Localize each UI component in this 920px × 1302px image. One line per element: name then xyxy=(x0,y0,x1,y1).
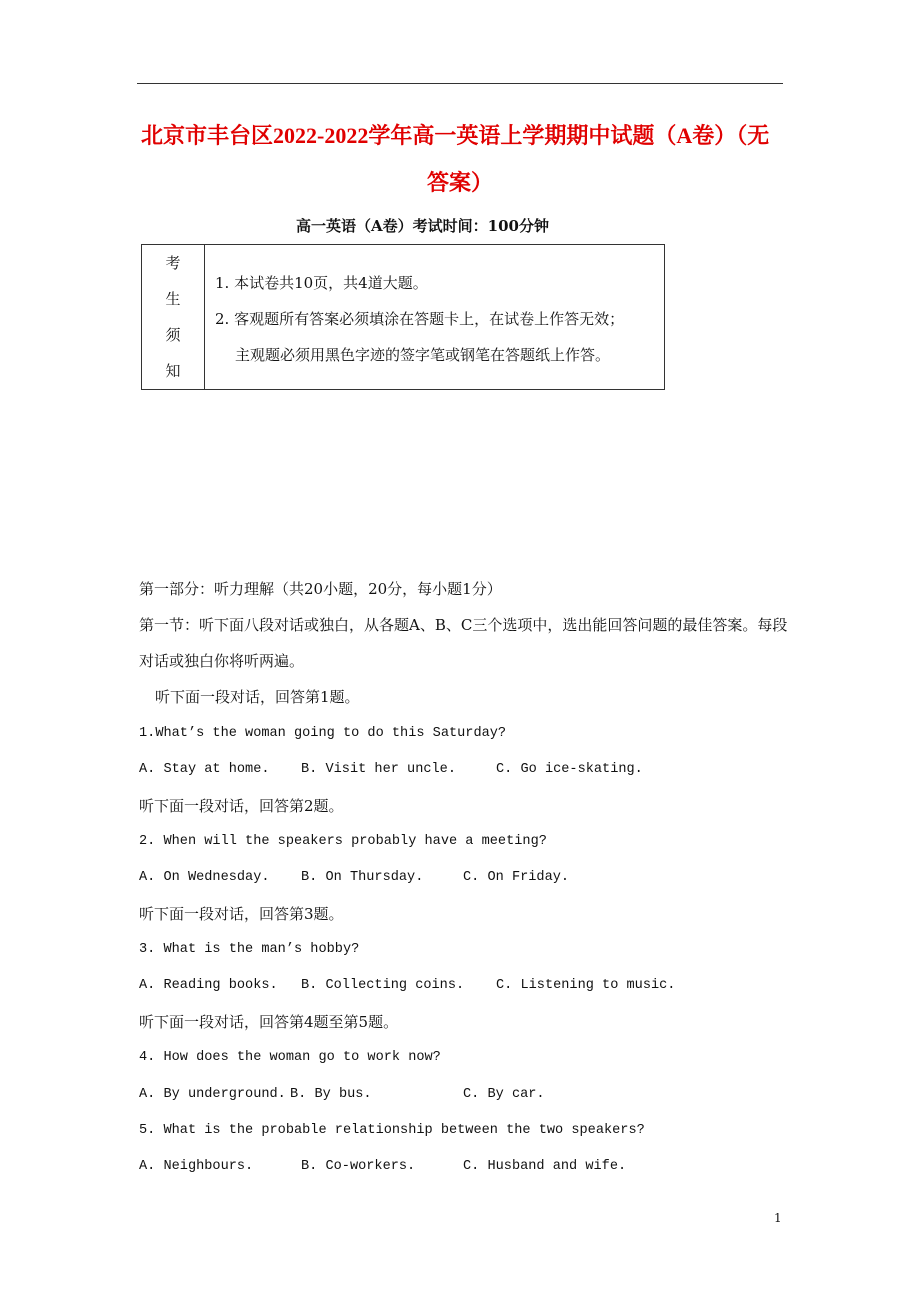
label-char: 生 xyxy=(165,290,181,308)
option-a: A. By underground. xyxy=(139,1087,286,1102)
question-intro: 听下面一段对话，回答第3题。 xyxy=(139,905,344,923)
option-b: B. On Thursday. xyxy=(301,870,424,885)
question-intro: 听下面一段对话，回答第4题至第5题。 xyxy=(139,1013,399,1031)
label-char: 考 xyxy=(165,254,181,272)
section-instructions: 第一节：听下面八段对话或独白，从各题A、B、C三个选项中，选出能回答问题的最佳答案。每段 xyxy=(139,616,788,634)
question-text: 5. What is the probable relationship between the two speakers? xyxy=(139,1123,645,1138)
option-c: C. On Friday. xyxy=(463,870,570,885)
option-a: A. Reading books. xyxy=(139,978,278,993)
option-c: C. Listening to music. xyxy=(496,978,676,993)
option-c: C. By car. xyxy=(463,1087,545,1102)
doc-title-line2: 答案） xyxy=(427,170,494,195)
label-char: 知 xyxy=(165,362,181,380)
notice-item: 主观题必须用黑色字迹的签字笔或钢笔在答题纸上作答。 xyxy=(235,346,611,364)
option-a: A. On Wednesday. xyxy=(139,870,270,885)
question-intro: 听下面一段对话，回答第1题。 xyxy=(155,688,360,706)
notice-item: 1. 本试卷共10页，共4道大题。 xyxy=(215,274,428,292)
section-instructions-cont: 对话或独白你将听两遍。 xyxy=(139,652,305,670)
option-c: C. Go ice-skating. xyxy=(496,762,643,777)
option-a: A. Stay at home. xyxy=(139,762,270,777)
option-b: B. Co-workers. xyxy=(301,1159,416,1174)
doc-title-line1: 北京市丰台区2022-2022学年高一英语上学期期中试题（A卷）（无 xyxy=(141,123,770,148)
question-text: 3. What is the man’s hobby? xyxy=(139,942,360,957)
question-text: 1.What’s the woman going to do this Saturday? xyxy=(139,726,507,741)
option-a: A. Neighbours. xyxy=(139,1159,254,1174)
option-b: B. Visit her uncle. xyxy=(301,762,456,777)
header-rule xyxy=(137,83,783,84)
question-intro: 听下面一段对话，回答第2题。 xyxy=(139,797,344,815)
label-char: 须 xyxy=(165,326,181,344)
option-c: C. Husband and wife. xyxy=(463,1159,627,1174)
notice-label xyxy=(142,245,205,390)
exam-subtitle: 高一英语（A卷）考试时间：100分钟 xyxy=(296,217,549,235)
notice-item: 2. 客观题所有答案必须填涂在答题卡上，在试卷上作答无效； xyxy=(215,310,625,328)
question-text: 2. When will the speakers probably have a meeting? xyxy=(139,834,547,849)
notice-table xyxy=(141,244,665,390)
option-b: B. Collecting coins. xyxy=(301,978,465,993)
option-b: B. By bus. xyxy=(290,1087,372,1102)
notice-body xyxy=(205,245,665,390)
question-text: 4. How does the woman go to work now? xyxy=(139,1050,441,1065)
page-number: 1 xyxy=(774,1211,782,1225)
part-heading: 第一部分：听力理解（共20小题，20分，每小题1分） xyxy=(139,580,502,598)
